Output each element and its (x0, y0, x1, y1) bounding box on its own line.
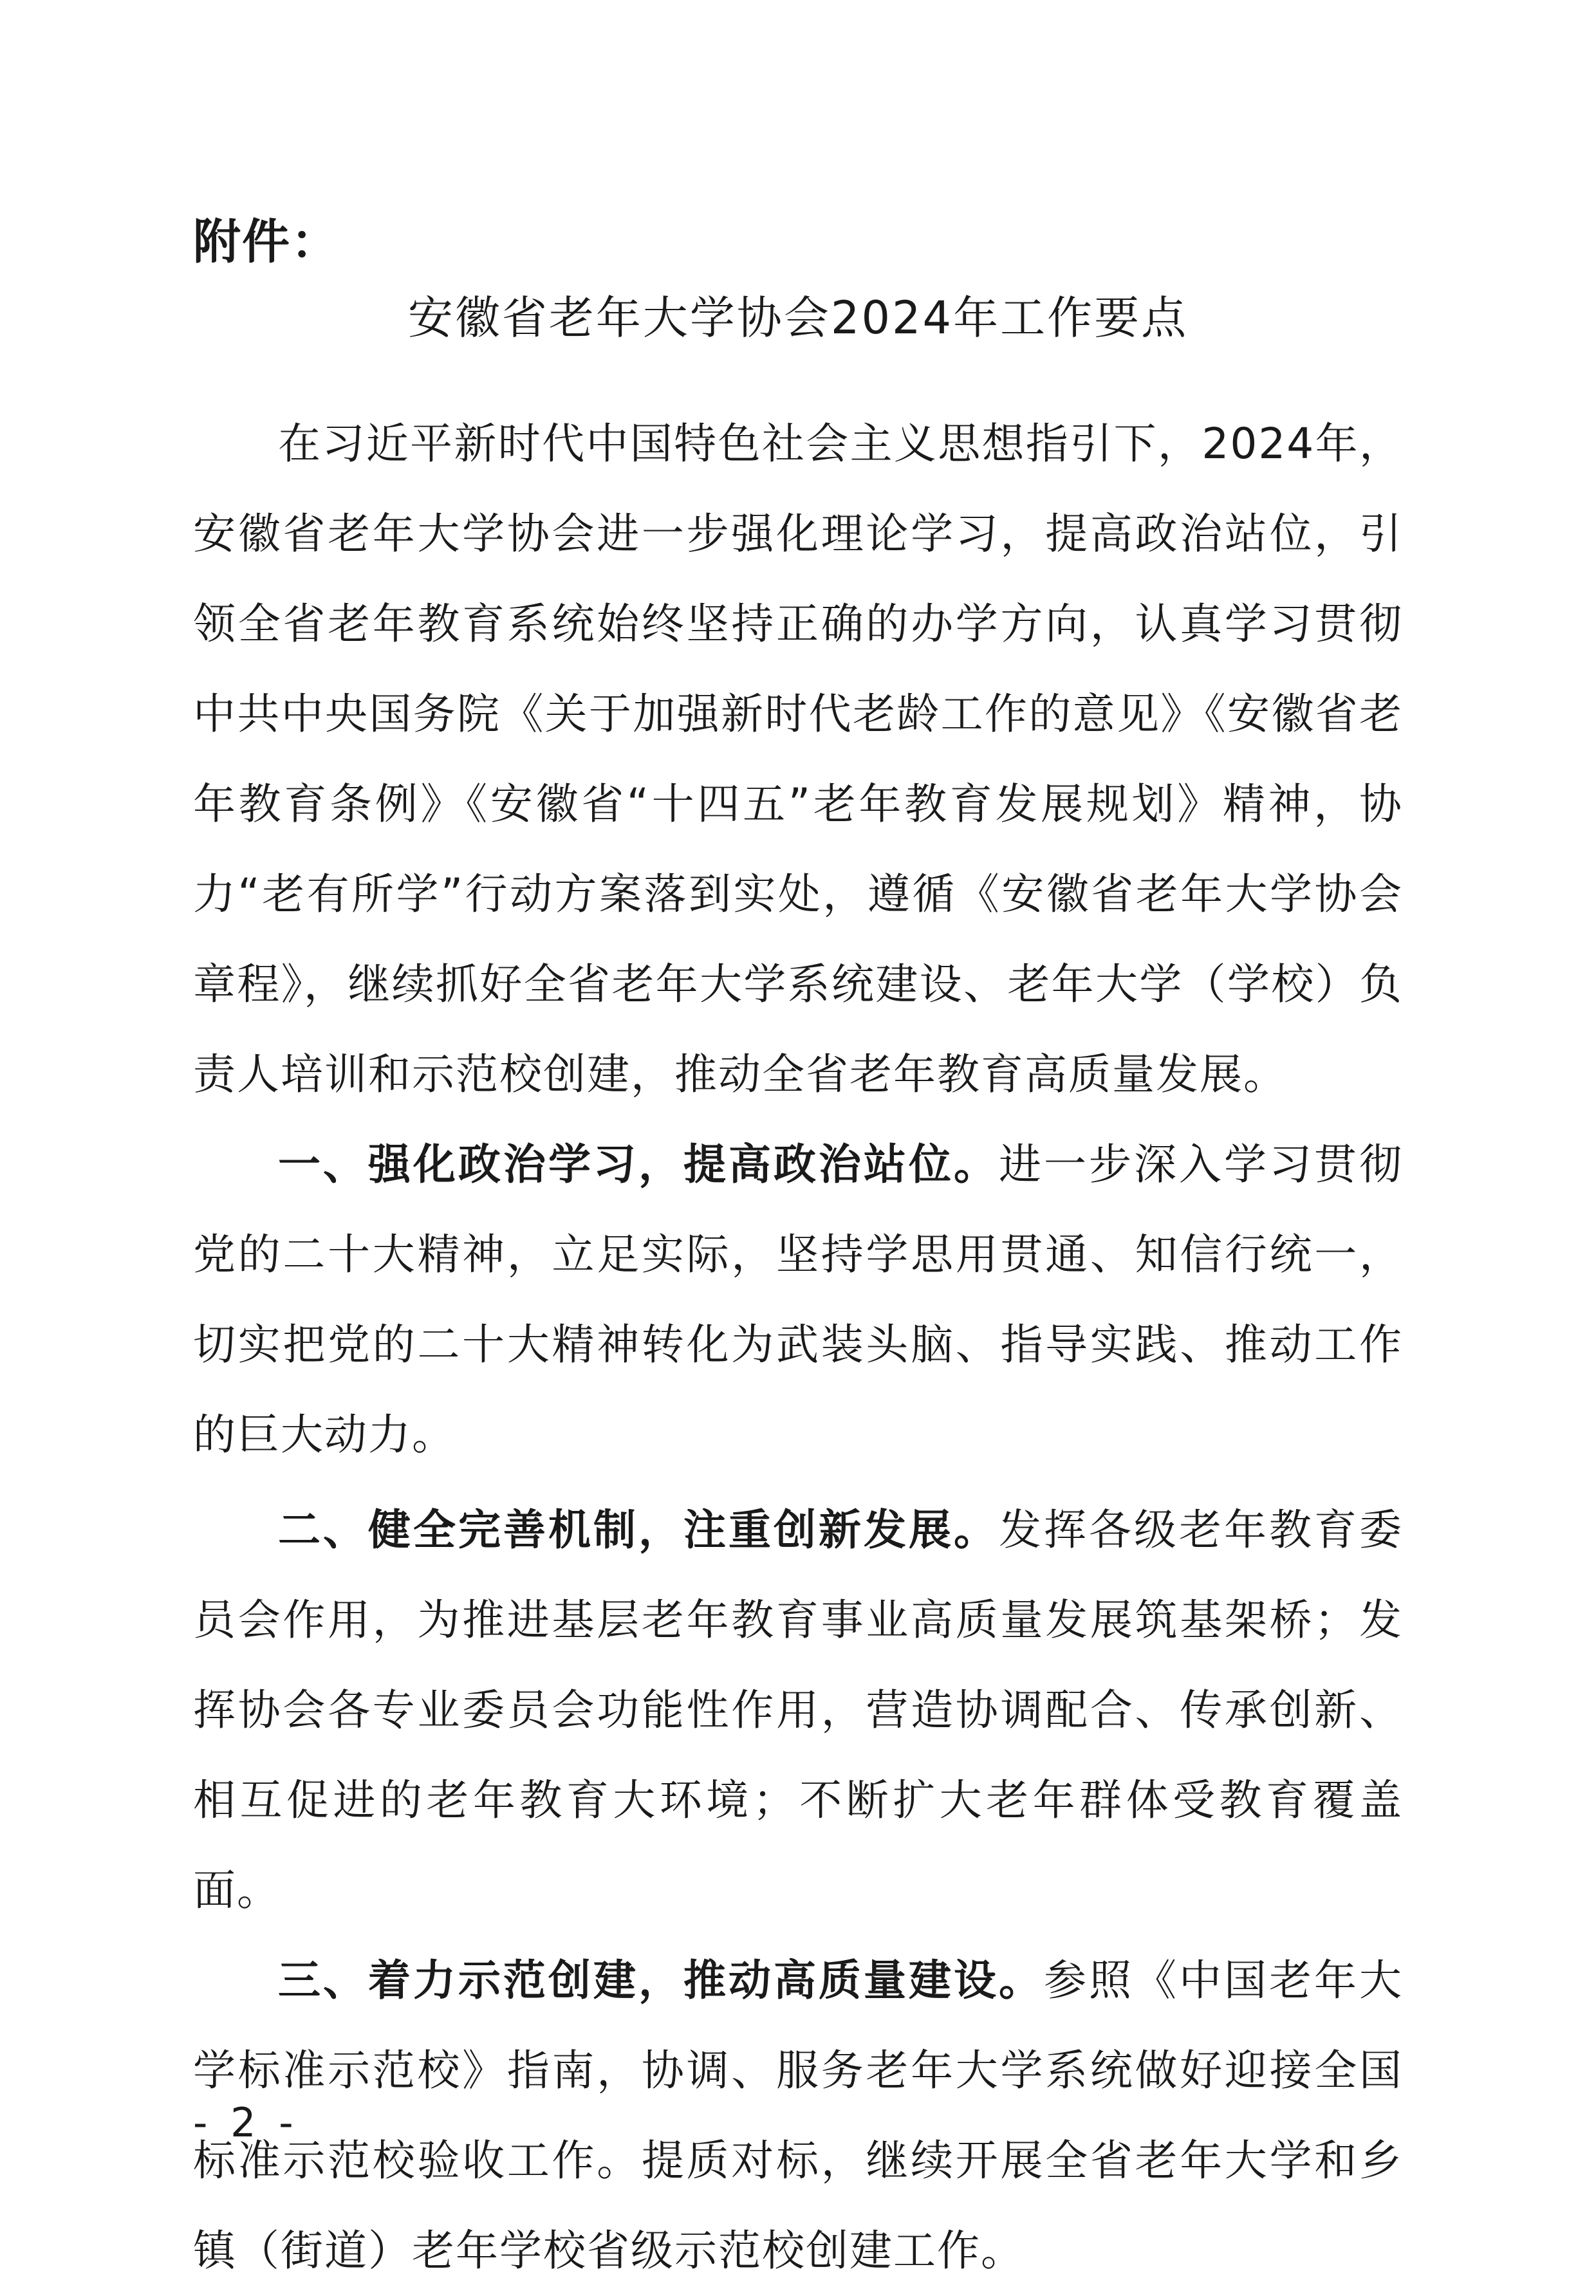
section-text-3: 参照《中国老年大学标准示范校》指南，协调、服务老年大学系统做好迎接全国标准示范校验收工作。提质对标，继续开展全省老年大学和乡镇（街道）老年学校省级示范校创建工作。 (193, 1956, 1403, 2275)
section-text-1: 进一步深入学习贯彻党的二十大精神，立足实际，坚持学思用贯通、知信行统一，切实把党的二十大精神转化为武装头脑、指导实践、推动工作的巨大动力。 (193, 1140, 1403, 1459)
section-heading-3: 三、着力示范创建，推动高质量建设。 (278, 1956, 1044, 2005)
intro-paragraph: 在习近平新时代中国特色社会主义思想指引下，2024年，安徽省老年大学协会进一步强化理论学习，提高政治站位，引领全省老年教育系统始终坚持正确的办学方向，认真学习贯彻中共中央国务院《关于加强新时代老龄工作的意见》《安徽省老年教育条例》《安徽省“十四五”老年教育发展规划》精神，协力“老有所学”行动方案落到实处，遵循《安徽省老年大学协会章程》，继续抓好全省老年大学系统建设、老年大学（学校）负责人培训和示范校创建，推动全省老年教育高质量发展。 (193, 419, 1403, 1099)
page-number: - 2 - (193, 2099, 299, 2146)
section-paragraph-3 (193, 1936, 1403, 2296)
section-paragraph-2 (193, 1485, 1403, 1936)
section-text-2: 发挥各级老年教育委员会作用，为推进基层老年教育事业高质量发展筑基架桥；发挥协会各专业委员会功能性作用，营造协调配合、传承创新、相互促进的老年教育大环境；不断扩大老年群体受教育覆盖面。 (193, 1505, 1403, 1915)
document-title: 安徽省老年大学协会2024年工作要点 (407, 292, 1189, 344)
section-heading-2: 二、健全完善机制，注重创新发展。 (278, 1505, 999, 1555)
document-body (193, 399, 1403, 2296)
section-heading-1: 一、强化政治学习，提高政治站位。 (278, 1140, 999, 1189)
section-paragraph-1 (193, 1120, 1403, 1480)
attachment-label: 附件： (193, 214, 340, 270)
